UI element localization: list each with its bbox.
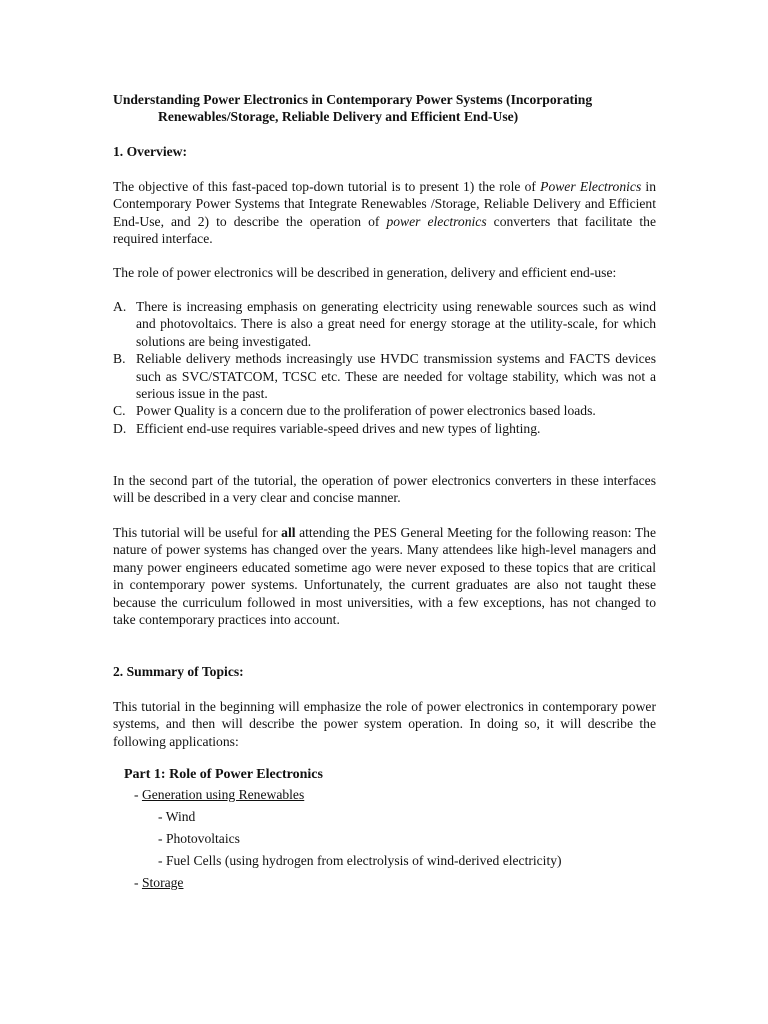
list-item: [113, 420, 656, 437]
topic-label: Generation using Renewables: [141, 787, 305, 802]
overview-paragraph-1: The objective of this fast-paced top-down tutorial is to present 1) the role of Power Electronics in Contemporary Power Systems that Integrate Renewables /Storage, Reliable Delivery and Efficient End-Use, and 2) to describe the operation of power electronics converters that facilitate the required interface.: [113, 179, 657, 247]
emphasis-power-electronics-lower: power electronics: [386, 213, 487, 229]
emphasis-power-electronics: Power Electronics: [540, 179, 642, 194]
document-title: [113, 91, 656, 126]
overview-paragraph-4: This tutorial will be useful for all attending the PES General Meeting for the following reason: The nature of power systems has changed over the years. Many attendees like high-level managers and many power engineers educated sometime ago were never exposed to these topics that are critical in contemporary power systems. Unfortunately, the current graduates are also not taught these because the curriculum followed in most universities, with a few exceptions, has not changed to take contemporary practices into account.: [113, 525, 656, 628]
topic-label: Storage: [141, 875, 184, 890]
topic-label: Wind: [165, 809, 196, 824]
topic-label: Fuel Cells (using hydrogen from electrolysis of wind-derived electricity): [165, 853, 562, 868]
title-line-2: Renewables/Storage, Reliable Delivery and Efficient End-Use): [158, 109, 519, 125]
role-list: [113, 298, 656, 437]
list-marker: B.: [113, 351, 126, 367]
topic-subitem: - Wind: [158, 809, 196, 824]
list-marker: C.: [113, 403, 126, 419]
list-item: [113, 298, 656, 350]
list-item-text: Reliable delivery methods increasingly use HVDC transmission systems and FACTS devices such as SVC/STATCOM, TCSC etc. These are needed for voltage stability, which was not a serious issue in the past.: [136, 351, 656, 402]
topic-label: Photovoltaics: [165, 831, 240, 846]
list-item: [113, 350, 656, 402]
emphasis-all: all: [281, 525, 296, 540]
section-heading-summary: 2. Summary of Topics:: [113, 664, 244, 679]
summary-paragraph: This tutorial in the beginning will emphasize the role of power electronics in contemporary power systems, and then will describe the power system operation. In doing so, it will describe the following applications:: [113, 699, 656, 749]
part1-heading: Part 1: Role of Power Electronics: [124, 767, 323, 782]
list-marker: A.: [113, 299, 127, 314]
topic-subitem: - Fuel Cells (using hydrogen from electrolysis of wind-derived electricity): [158, 853, 562, 868]
list-item-text: Efficient end-use requires variable-speed drives and new types of lighting.: [136, 420, 541, 436]
topic-item: - Storage: [134, 875, 184, 890]
section-heading-overview: 1. Overview:: [113, 144, 187, 159]
list-item-text: Power Quality is a concern due to the proliferation of power electronics based loads.: [136, 403, 596, 419]
topic-subitem: - Photovoltaics: [158, 831, 240, 846]
overview-paragraph-2: The role of power electronics will be described in generation, delivery and efficient end-use:: [113, 265, 617, 280]
title-line-1: Understanding Power Electronics in Contemporary Power Systems (Incorporating: [113, 92, 593, 107]
list-item-text: There is increasing emphasis on generating electricity using renewable sources such as wind and photovoltaics. There is also a great need for energy storage at the utility-scale, for which solutions are being investigated.: [136, 299, 656, 349]
overview-paragraph-3: In the second part of the tutorial, the operation of power electronics converters in these interfaces will be described in a very clear and concise manner.: [113, 473, 656, 506]
topic-item: - Generation using Renewables: [134, 787, 305, 802]
list-marker: D.: [113, 420, 127, 436]
list-item: [113, 402, 656, 419]
